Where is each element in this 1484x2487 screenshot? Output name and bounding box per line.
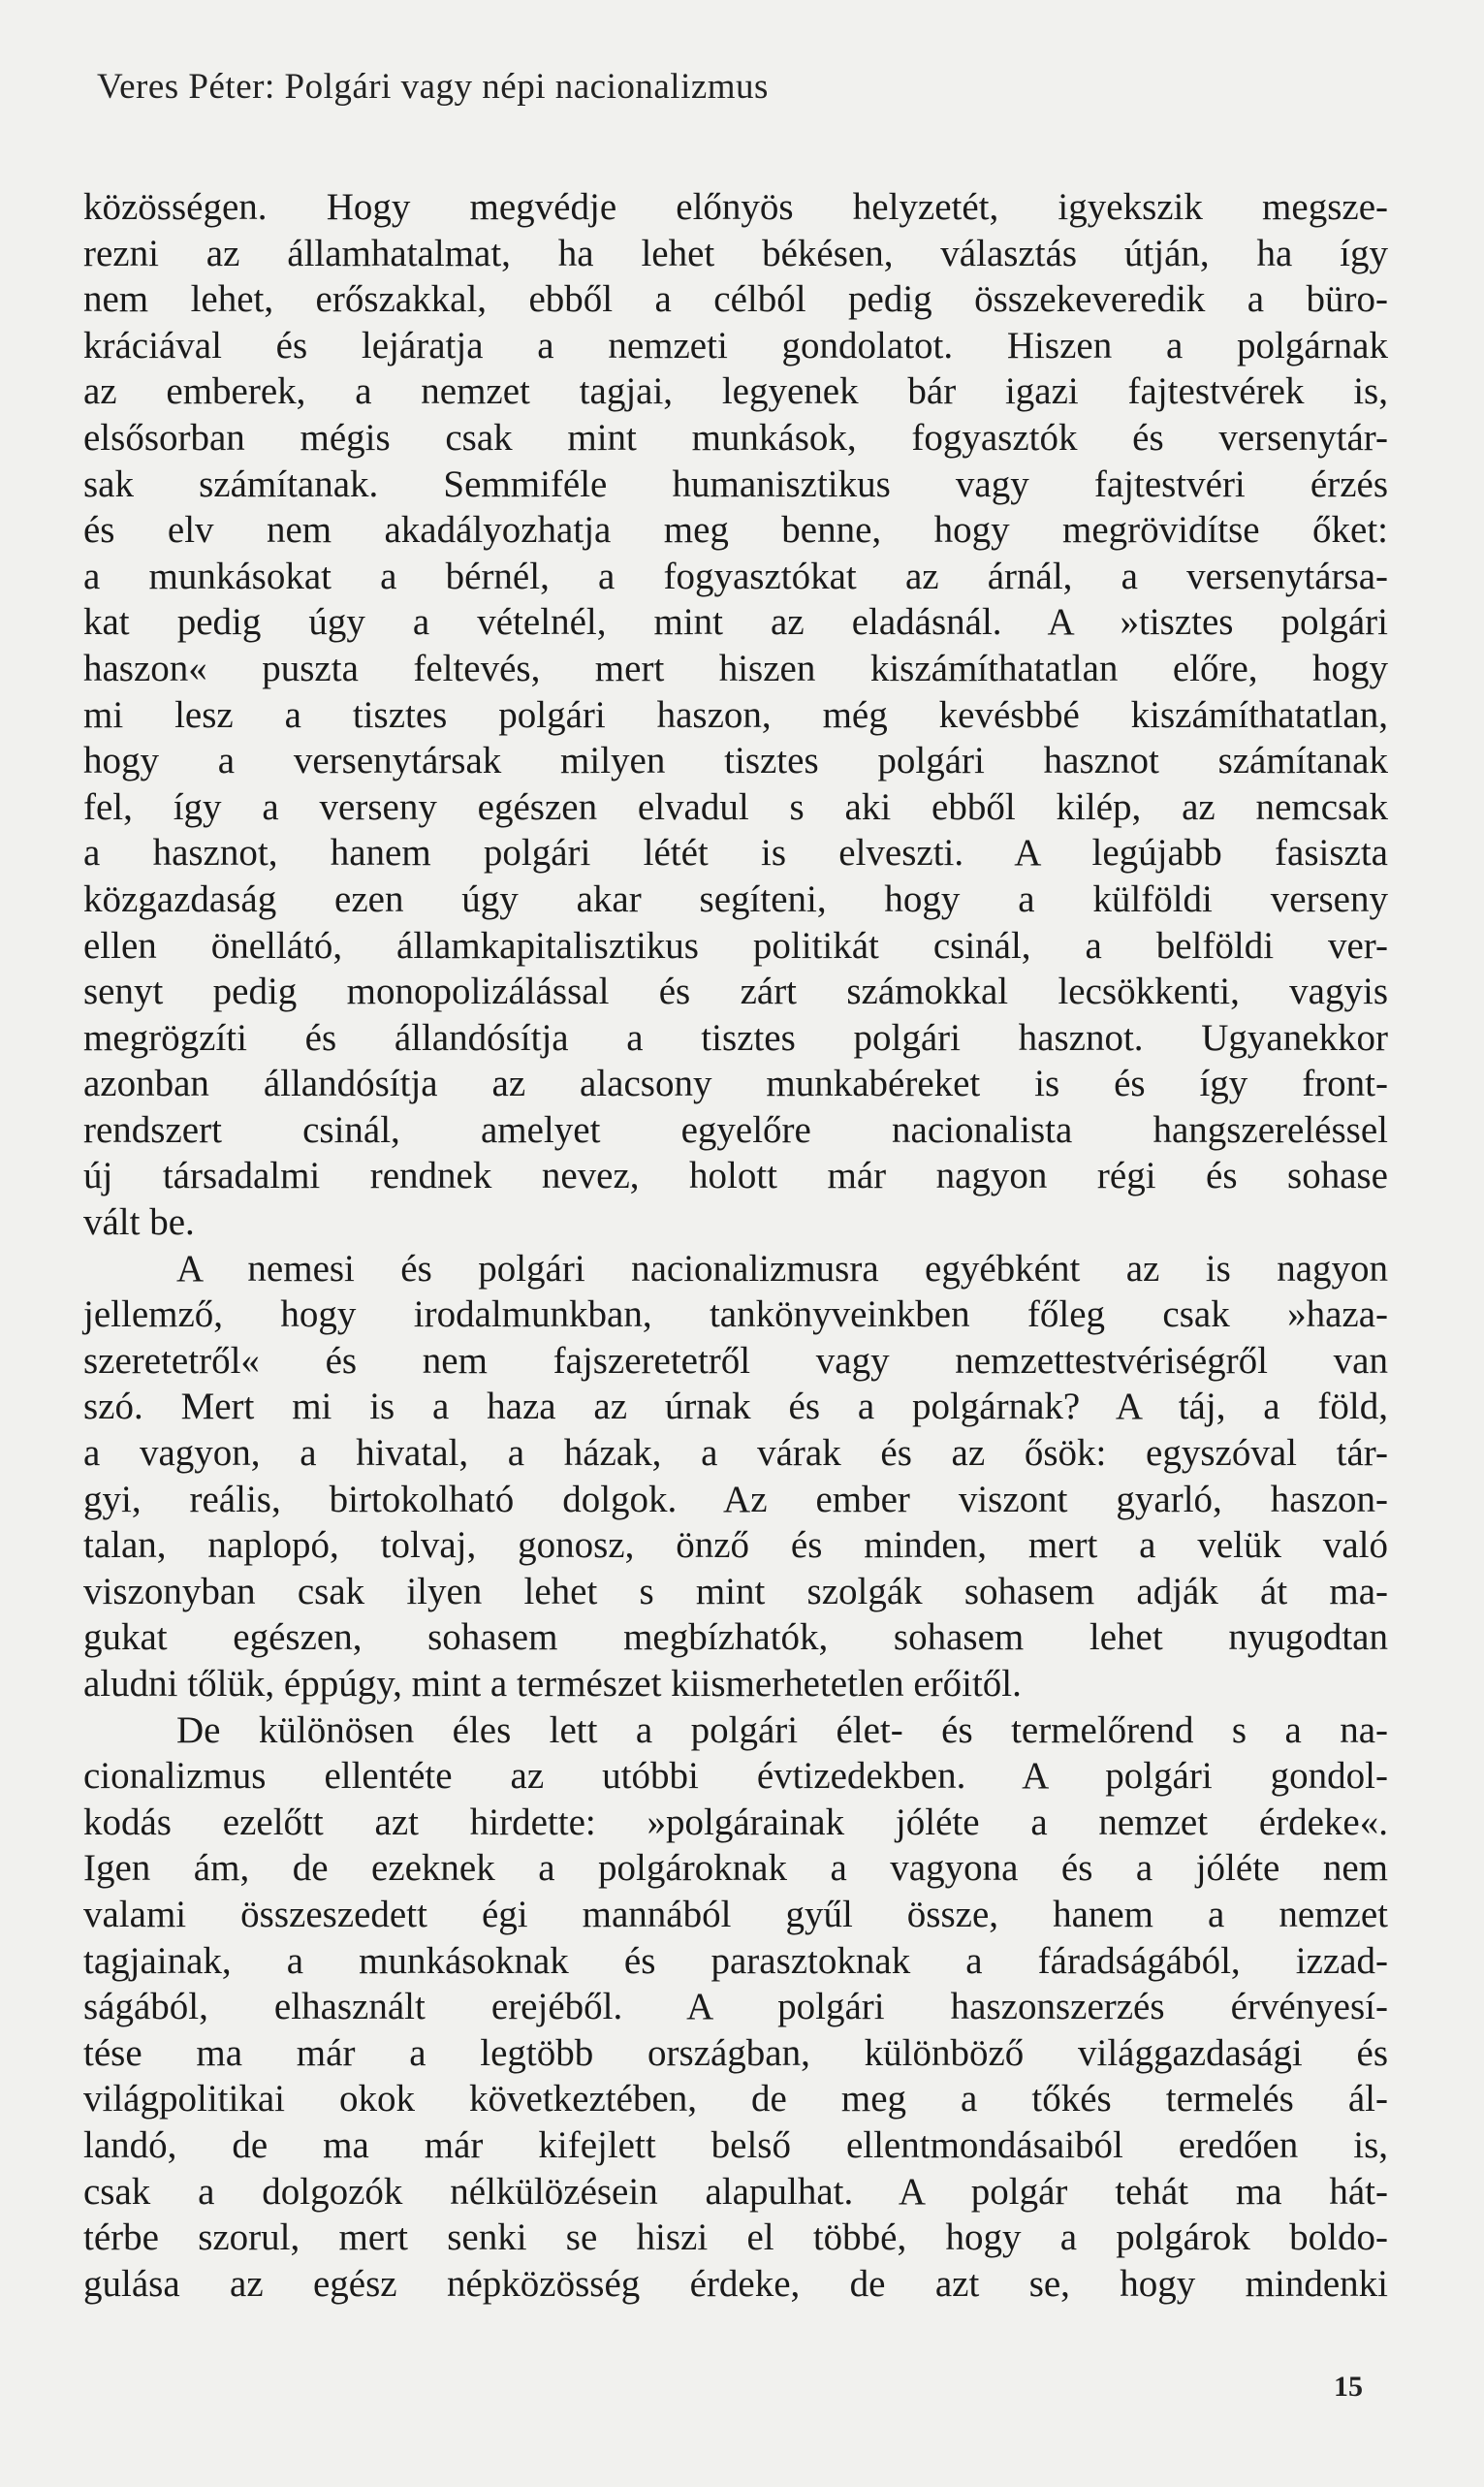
text-line: jellemző, hogy irodalmunkban, tankönyveinkben főleg csak »haza- (83, 1293, 1388, 1336)
text-line: valami összeszedett égi mannából gyűl össze, hanem a nemzet (83, 1893, 1388, 1935)
text-line: a hasznot, hanem polgári létét is elveszti. A legújabb fasiszta (83, 832, 1388, 875)
text-line: nem lehet, erőszakkal, ebből a célból pedig összekeveredik a büro- (83, 278, 1388, 321)
text-line: világpolitikai okok következtében, de meg a tőkés termelés ál- (83, 2078, 1388, 2120)
text-line: és elv nem akadályozhatja meg benne, hogy megrövidítse őket: (83, 509, 1388, 552)
text-line: tése ma már a legtöbb országban, különböző világgazdasági és (83, 2031, 1388, 2074)
text-line: kráciával és lejáratja a nemzeti gondolatot. Hiszen a polgárnak (83, 324, 1388, 367)
text-line: senyt pedig monopolizálással és zárt számokkal lecsökkenti, vagyis (83, 971, 1388, 1013)
text-line: hogy a versenytársak milyen tisztes polgári hasznot számítanak (83, 740, 1388, 782)
text-line: Igen ám, de ezeknek a polgároknak a vagyona és a jóléte nem (83, 1847, 1388, 1890)
text-line: közösségen. Hogy megvédje előnyös helyzetét, igyekszik megsze- (83, 186, 1388, 228)
text-line: haszon« puszta feltevés, mert hiszen kiszámíthatatlan előre, hogy (83, 647, 1388, 689)
text-line: ellen önellátó, államkapitalisztikus politikát csinál, a belföldi ver- (83, 924, 1388, 967)
text-line: a vagyon, a hivatal, a házak, a várak és az ősök: egyszóval tár- (83, 1432, 1388, 1475)
body-text (83, 184, 1388, 2307)
text-line: A nemesi és polgári nacionalizmusra egyébként az is nagyon (176, 1247, 1388, 1290)
page-number: 15 (1334, 2371, 1363, 2403)
text-line: ságából, elhasznált erejéből. A polgári haszonszerzés érvényesí- (83, 1986, 1388, 2028)
text-line: a munkásokat a bérnél, a fogyasztókat az árnál, a versenytársa- (83, 555, 1388, 597)
text-line: új társadalmi rendnek nevez, holott már nagyon régi és sohase (83, 1155, 1388, 1197)
text-line: aludni tőlük, éppúgy, mint a természet kiismerhetetlen erőitől. (83, 1663, 1022, 1705)
text-line: szó. Mert mi is a haza az úrnak és a polgárnak? A táj, a föld, (83, 1386, 1388, 1428)
text-line: csak a dolgozók nélkülözésein alapulhat. A polgár tehát ma hát- (83, 2170, 1388, 2213)
text-line: gulása az egész népközösség érdeke, de azt se, hogy mindenki (83, 2262, 1388, 2305)
text-line: közgazdaság ezen úgy akar segíteni, hogy a külföldi verseny (83, 877, 1388, 920)
text-line: fel, így a verseny egészen elvadul s aki ebből kilép, az nemcsak (83, 785, 1388, 828)
text-line: szeretetről« és nem fajszeretetről vagy nemzettestvériségről van (83, 1339, 1388, 1382)
text-line: talan, naplopó, tolvaj, gonosz, önző és minden, mert a velük való (83, 1524, 1388, 1567)
text-line: tagjainak, a munkásoknak és parasztoknak a fáradságából, izzad- (83, 1939, 1388, 1982)
text-line: térbe szorul, mert senki se hiszi el többé, hogy a polgárok boldo- (83, 2216, 1388, 2259)
text-line: azonban állandósítja az alacsony munkabéreket is és így front- (83, 1063, 1388, 1105)
text-line: elsősorban mégis csak mint munkások, fogyasztók és versenytár- (83, 416, 1388, 459)
text-line: megrögzíti és állandósítja a tisztes polgári hasznot. Ugyanekkor (83, 1016, 1388, 1059)
text-line: sak számítanak. Semmiféle humanisztikus vagy fajtestvéri érzés (83, 462, 1388, 505)
text-line: az emberek, a nemzet tagjai, legyenek bár igazi fajtestvérek is, (83, 370, 1388, 413)
text-line: landó, de ma már kifejlett belső ellentmondásaiból eredően is, (83, 2123, 1388, 2166)
text-line: mi lesz a tisztes polgári haszon, még kevésbbé kiszámíthatatlan, (83, 693, 1388, 736)
text-line: gyi, reális, birtokolható dolgok. Az ember viszont gyarló, haszon- (83, 1478, 1388, 1520)
text-line: kodás ezelőtt azt hirdette: »polgárainak jóléte a nemzet érdeke«. (83, 1801, 1388, 1843)
text-line: gukat egészen, sohasem megbízhatók, sohasem lehet nyugodtan (83, 1616, 1388, 1659)
running-head: Veres Péter: Polgári vagy népi nacionalizmus (97, 67, 769, 107)
text-line: cionalizmus ellentéte az utóbbi évtizedekben. A polgári gondol- (83, 1755, 1388, 1798)
text-line: viszonyban csak ilyen lehet s mint szolgák sohasem adják át ma- (83, 1570, 1388, 1612)
text-line: rendszert csinál, amelyet egyelőre nacionalista hangszereléssel (83, 1108, 1388, 1151)
text-line: vált be. (83, 1201, 195, 1244)
text-line: De különösen éles lett a polgári élet- és termelőrend s a na- (176, 1708, 1388, 1751)
text-line: rezni az államhatalmat, ha lehet békésen, választás útján, ha így (83, 232, 1388, 274)
text-line: kat pedig úgy a vételnél, mint az eladásnál. A »tisztes polgári (83, 601, 1388, 644)
